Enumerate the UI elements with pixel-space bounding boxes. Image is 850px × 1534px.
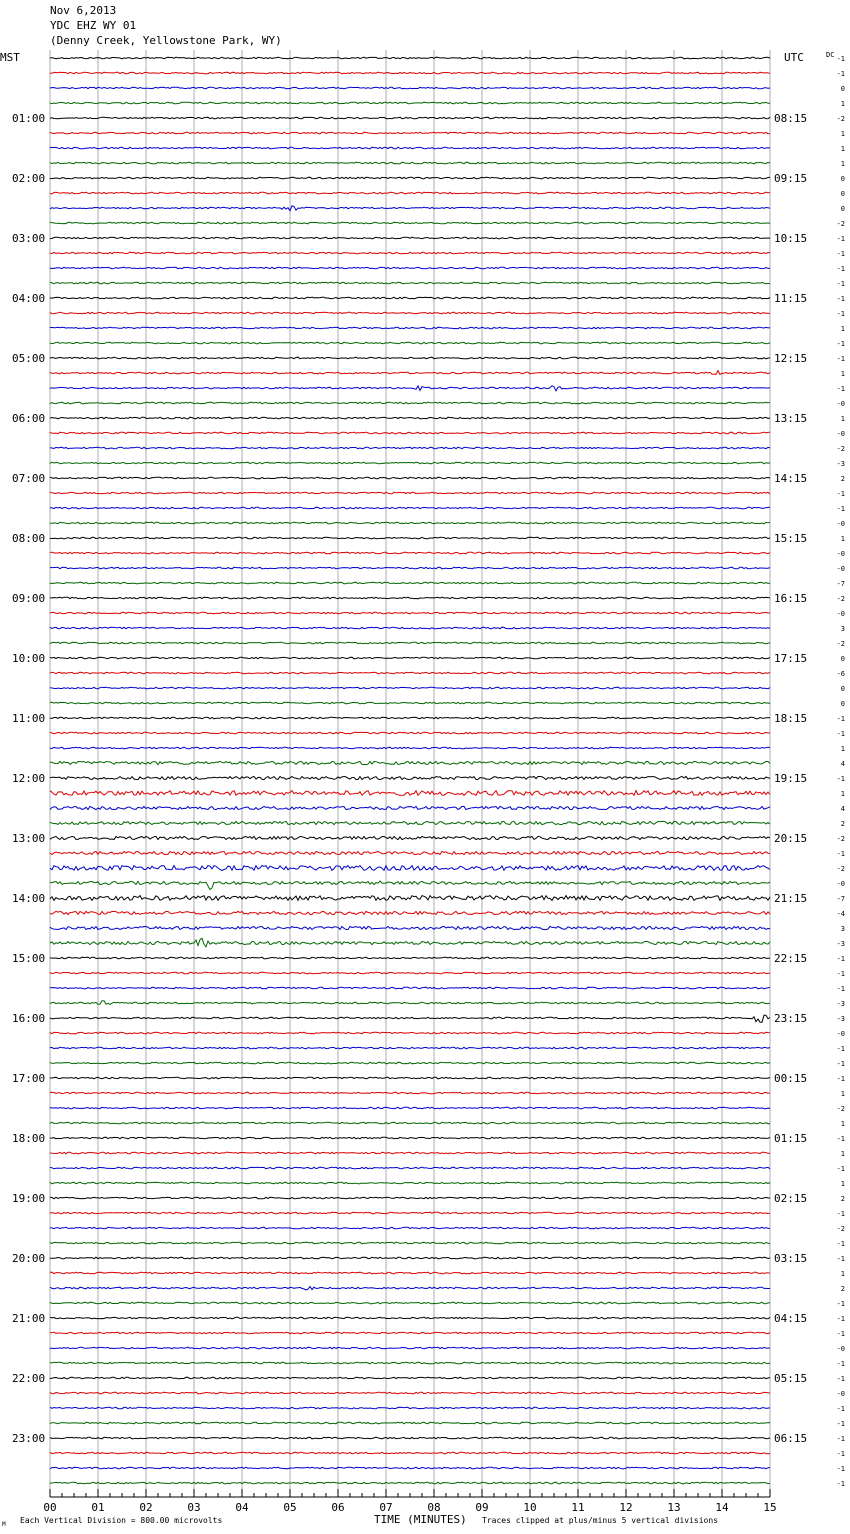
trace-row	[50, 206, 770, 211]
dc-offset-label: -2	[836, 1225, 845, 1233]
mst-hour-label: 03:00	[12, 232, 46, 245]
x-tick-label: 09	[475, 1501, 489, 1514]
dc-offset-label: -0	[836, 1390, 845, 1398]
mst-hour-label: 20:00	[12, 1252, 46, 1265]
trace-row	[50, 132, 770, 134]
trace-row	[50, 642, 770, 644]
trace-row	[50, 447, 770, 449]
trace-row	[50, 1317, 770, 1319]
dc-offset-label: 1	[840, 100, 845, 108]
dc-offset-label: -1	[836, 1060, 845, 1068]
utc-hour-label: 11:15	[774, 292, 808, 305]
trace-row	[50, 806, 770, 809]
trace-row	[50, 507, 770, 509]
dc-offset-label: -1	[836, 1360, 845, 1368]
trace-row	[50, 1062, 770, 1064]
mst-hour-label: 14:00	[12, 892, 46, 905]
dc-offset-label: -1	[836, 1405, 845, 1413]
dc-offset-label: -4	[836, 910, 845, 918]
mst-hour-label: 23:00	[12, 1432, 46, 1445]
trace-row	[50, 761, 770, 764]
station-location: (Denny Creek, Yellowstone Park, WY)	[50, 34, 282, 47]
utc-hour-label: 02:15	[774, 1192, 808, 1205]
trace-row	[50, 987, 770, 989]
trace-row	[50, 657, 770, 659]
dc-offset-label: -1	[836, 1480, 845, 1488]
trace-row	[50, 1092, 770, 1094]
trace-row	[50, 432, 770, 434]
dc-offset-label: 1	[840, 370, 845, 378]
trace-row	[50, 747, 770, 749]
mst-hour-label: 15:00	[12, 952, 46, 965]
trace-row	[50, 1482, 770, 1484]
dc-offset-label: 4	[840, 760, 845, 768]
utc-hour-label: 18:15	[774, 712, 808, 725]
station-code: YDC EHZ WY 01	[50, 19, 137, 32]
trace-row	[50, 582, 770, 584]
dc-offset-label: -1	[836, 235, 845, 243]
trace-row	[50, 222, 770, 224]
dc-offset-label: -1	[836, 250, 845, 258]
dc-offset-label: -1	[836, 340, 845, 348]
dc-offset-label: 1	[840, 160, 845, 168]
dc-offset-label: -1	[836, 1420, 845, 1428]
utc-hour-label: 05:15	[774, 1372, 808, 1385]
trace-row	[50, 672, 770, 674]
trace-row	[50, 402, 770, 404]
trace-row	[50, 1077, 770, 1079]
right-timezone-label: UTC	[784, 51, 804, 64]
utc-hour-label: 04:15	[774, 1312, 808, 1325]
dc-offset-label: 0	[840, 205, 845, 213]
dc-offset-label: 1	[840, 535, 845, 543]
trace-row	[50, 957, 770, 959]
mst-hour-label: 13:00	[12, 832, 46, 845]
dc-column-label: DC	[826, 51, 835, 59]
trace-row	[50, 1001, 770, 1005]
utc-hour-label: 08:15	[774, 112, 808, 125]
x-tick-label: 03	[187, 1501, 201, 1514]
dc-offset-label: -1	[836, 970, 845, 978]
x-tick-label: 14	[715, 1501, 729, 1514]
dc-offset-label: -3	[836, 460, 845, 468]
trace-row	[50, 327, 770, 329]
dc-offset-label: 1	[840, 415, 845, 423]
trace-row	[50, 357, 770, 359]
trace-row	[50, 1257, 770, 1259]
dc-offset-label: -1	[836, 1375, 845, 1383]
dc-offset-label: 1	[840, 745, 845, 753]
utc-hour-label: 21:15	[774, 892, 808, 905]
x-tick-label: 10	[523, 1501, 537, 1514]
dc-offset-label: -1	[836, 1315, 845, 1323]
trace-row	[50, 147, 770, 149]
dc-offset-label: -1	[836, 850, 845, 858]
dc-offset-label: -1	[836, 1045, 845, 1053]
trace-row	[50, 1272, 770, 1274]
dc-offset-label: 2	[840, 1195, 845, 1203]
dc-offset-label: 2	[840, 475, 845, 483]
trace-row	[50, 1242, 770, 1244]
utc-hour-label: 14:15	[774, 472, 808, 485]
scale-note: Each Vertical Division = 800.00 microvolts	[20, 1516, 223, 1525]
trace-row	[50, 1032, 770, 1034]
utc-hour-label: 15:15	[774, 532, 808, 545]
trace-row	[50, 1377, 770, 1379]
dc-offset-label: -2	[836, 115, 845, 123]
trace-row	[50, 851, 770, 854]
dc-offset-label: 1	[840, 145, 845, 153]
dc-offset-label: -7	[836, 580, 845, 588]
trace-row	[50, 1362, 770, 1364]
trace-row	[50, 267, 770, 269]
trace-row	[50, 687, 770, 689]
utc-hour-label: 20:15	[774, 832, 808, 845]
utc-hour-label: 09:15	[774, 172, 808, 185]
dc-offset-label: 0	[840, 655, 845, 663]
dc-offset-label: -6	[836, 670, 845, 678]
mst-hour-label: 08:00	[12, 532, 46, 545]
dc-offset-label: -1	[836, 1435, 845, 1443]
dc-offset-label: -1	[836, 490, 845, 498]
mst-hour-label: 16:00	[12, 1012, 46, 1025]
dc-offset-label: -1	[836, 505, 845, 513]
dc-offset-label: -1	[836, 70, 845, 78]
seismic-traces	[50, 57, 770, 1484]
utc-hour-label: 17:15	[774, 652, 808, 665]
corner-mark: M	[2, 1521, 6, 1528]
trace-row	[50, 1182, 770, 1184]
trace-row	[50, 117, 770, 119]
dc-offset-label: -0	[836, 565, 845, 573]
mst-hour-label: 07:00	[12, 472, 46, 485]
trace-row	[50, 1227, 770, 1229]
x-tick-label: 04	[235, 1501, 249, 1514]
dc-offset-label: 1	[840, 1180, 845, 1188]
trace-row	[50, 612, 770, 614]
mst-hour-label: 04:00	[12, 292, 46, 305]
trace-row	[50, 791, 770, 796]
dc-offset-label: -1	[836, 1165, 845, 1173]
dc-offset-labels	[837, 55, 845, 1488]
dc-offset-label: 1	[840, 1270, 845, 1278]
dc-offset-label: 3	[840, 925, 845, 933]
x-tick-label: 13	[667, 1501, 681, 1514]
trace-row	[50, 522, 770, 524]
trace-row	[50, 477, 770, 479]
x-tick-label: 08	[427, 1501, 441, 1514]
dc-offset-label: -1	[836, 1255, 845, 1263]
x-tick-label: 01	[91, 1501, 105, 1514]
trace-row	[50, 57, 770, 59]
trace-row	[50, 597, 770, 599]
x-axis	[43, 1489, 776, 1514]
trace-row	[50, 702, 770, 704]
trace-row	[50, 492, 770, 494]
dc-offset-label: -2	[836, 865, 845, 873]
dc-offset-label: -0	[836, 400, 845, 408]
dc-offset-label: -1	[836, 955, 845, 963]
trace-row	[50, 1197, 770, 1199]
dc-offset-label: -3	[836, 1000, 845, 1008]
utc-hour-labels	[774, 112, 807, 1445]
x-tick-label: 11	[571, 1501, 585, 1514]
mst-hour-label: 10:00	[12, 652, 46, 665]
trace-row	[50, 1467, 770, 1469]
utc-hour-label: 06:15	[774, 1432, 808, 1445]
dc-offset-label: -0	[836, 550, 845, 558]
trace-row	[50, 1422, 770, 1424]
utc-hour-label: 16:15	[774, 592, 808, 605]
trace-row	[50, 87, 770, 89]
dc-offset-label: -0	[836, 520, 845, 528]
dc-offset-label: -1	[836, 1075, 845, 1083]
trace-row	[50, 1302, 770, 1304]
dc-offset-label: 1	[840, 1150, 845, 1158]
utc-hour-label: 19:15	[774, 772, 808, 785]
dc-offset-label: -1	[836, 385, 845, 393]
dc-offset-label: 1	[840, 1090, 845, 1098]
mst-hour-label: 18:00	[12, 1132, 46, 1145]
trace-row	[50, 1137, 770, 1139]
dc-offset-label: -2	[836, 595, 845, 603]
trace-row	[50, 732, 770, 734]
trace-row	[50, 836, 770, 839]
trace-row	[50, 1167, 770, 1169]
dc-offset-label: -2	[836, 835, 845, 843]
dc-offset-label: -0	[836, 1030, 845, 1038]
dc-offset-label: -0	[836, 610, 845, 618]
trace-row	[50, 1212, 770, 1214]
trace-row	[50, 1047, 770, 1049]
trace-row	[50, 1122, 770, 1124]
trace-row	[50, 342, 770, 344]
dc-offset-label: -1	[836, 985, 845, 993]
dc-offset-label: -1	[836, 55, 845, 63]
dc-offset-label: -0	[836, 880, 845, 888]
trace-row	[50, 282, 770, 284]
dc-offset-label: 1	[840, 790, 845, 798]
dc-offset-label: 1	[840, 325, 845, 333]
x-tick-label: 00	[43, 1501, 57, 1514]
dc-offset-label: 0	[840, 685, 845, 693]
trace-row	[50, 102, 770, 104]
trace-row	[50, 911, 770, 914]
dc-offset-label: -1	[836, 1300, 845, 1308]
utc-hour-label: 01:15	[774, 1132, 808, 1145]
x-axis-title: TIME (MINUTES)	[374, 1513, 467, 1526]
dc-offset-label: 3	[840, 625, 845, 633]
trace-row	[50, 177, 770, 179]
trace-row	[50, 386, 770, 391]
utc-hour-label: 12:15	[774, 352, 808, 365]
trace-row	[50, 1287, 770, 1290]
dc-offset-label: 0	[840, 85, 845, 93]
dc-offset-label: -7	[836, 895, 845, 903]
trace-row	[50, 896, 770, 901]
dc-offset-label: -0	[836, 430, 845, 438]
mst-hour-label: 22:00	[12, 1372, 46, 1385]
x-tick-label: 07	[379, 1501, 393, 1514]
dc-offset-label: 2	[840, 1285, 845, 1293]
mst-hour-label: 09:00	[12, 592, 46, 605]
x-tick-label: 12	[619, 1501, 633, 1514]
trace-row	[50, 371, 770, 375]
trace-row	[50, 881, 770, 890]
utc-hour-label: 00:15	[774, 1072, 808, 1085]
mst-hour-labels	[12, 112, 45, 1445]
dc-offset-label: -1	[836, 355, 845, 363]
dc-offset-label: 2	[840, 820, 845, 828]
mst-hour-label: 05:00	[12, 352, 46, 365]
mst-hour-label: 21:00	[12, 1312, 46, 1325]
trace-row	[50, 252, 770, 254]
dc-offset-label: 1	[840, 130, 845, 138]
left-timezone-label: MST	[0, 51, 20, 64]
dc-offset-label: 0	[840, 190, 845, 198]
dc-offset-label: -1	[836, 1330, 845, 1338]
dc-offset-label: 0	[840, 175, 845, 183]
dc-offset-label: -1	[836, 1210, 845, 1218]
mst-hour-label: 19:00	[12, 1192, 46, 1205]
clip-note: Traces clipped at plus/minus 5 vertical divisions	[482, 1516, 719, 1525]
trace-row	[50, 297, 770, 299]
dc-offset-label: 1	[840, 1120, 845, 1128]
trace-row	[50, 627, 770, 629]
trace-row	[50, 162, 770, 164]
trace-row	[50, 72, 770, 74]
dc-offset-label: -3	[836, 940, 845, 948]
trace-row	[50, 972, 770, 974]
mst-hour-label: 06:00	[12, 412, 46, 425]
dc-offset-label: -1	[836, 310, 845, 318]
dc-offset-label: -2	[836, 640, 845, 648]
dc-offset-label: -1	[836, 1135, 845, 1143]
dc-offset-label: 4	[840, 805, 845, 813]
utc-hour-label: 03:15	[774, 1252, 808, 1265]
plot-date: Nov 6,2013	[50, 4, 117, 17]
trace-row	[50, 312, 770, 314]
trace-row	[50, 462, 770, 464]
x-tick-label: 05	[283, 1501, 297, 1514]
trace-row	[50, 537, 770, 539]
dc-offset-label: -1	[836, 1450, 845, 1458]
mst-hour-label: 12:00	[12, 772, 46, 785]
trace-row	[50, 717, 770, 719]
x-tick-label: 02	[139, 1501, 153, 1514]
dc-offset-label: -1	[836, 295, 845, 303]
mst-hour-label: 17:00	[12, 1072, 46, 1085]
dc-offset-label: -2	[836, 1105, 845, 1113]
dc-offset-label: -1	[836, 1240, 845, 1248]
trace-row	[50, 1152, 770, 1154]
trace-row	[50, 926, 770, 929]
dc-offset-label: -1	[836, 280, 845, 288]
mst-hour-label: 02:00	[12, 172, 46, 185]
trace-row	[50, 1407, 770, 1409]
dc-offset-label: -1	[836, 715, 845, 723]
utc-hour-label: 10:15	[774, 232, 808, 245]
trace-row	[50, 821, 770, 824]
utc-hour-label: 13:15	[774, 412, 808, 425]
trace-row	[50, 552, 770, 554]
trace-row	[50, 1015, 770, 1022]
dc-offset-label: -2	[836, 445, 845, 453]
trace-row	[50, 776, 770, 779]
dc-offset-label: 0	[840, 700, 845, 708]
trace-row	[50, 192, 770, 194]
trace-row	[50, 567, 770, 569]
trace-row	[50, 1392, 770, 1394]
dc-offset-label: -1	[836, 730, 845, 738]
dc-offset-label: -1	[836, 775, 845, 783]
x-tick-label: 06	[331, 1501, 345, 1514]
mst-hour-label: 01:00	[12, 112, 46, 125]
dc-offset-label: -1	[836, 265, 845, 273]
utc-hour-label: 22:15	[774, 952, 808, 965]
trace-row	[50, 417, 770, 419]
trace-row	[50, 1332, 770, 1334]
trace-row	[50, 237, 770, 239]
dc-offset-label: -2	[836, 220, 845, 228]
dc-offset-label: -3	[836, 1015, 845, 1023]
trace-row	[50, 1107, 770, 1109]
dc-offset-label: -0	[836, 1345, 845, 1353]
mst-hour-label: 11:00	[12, 712, 46, 725]
utc-hour-label: 23:15	[774, 1012, 808, 1025]
trace-row	[50, 1347, 770, 1349]
dc-offset-label: -1	[836, 1465, 845, 1473]
trace-row	[50, 1437, 770, 1439]
x-tick-label: 15	[763, 1501, 777, 1514]
trace-row	[50, 1452, 770, 1454]
trace-row	[50, 866, 770, 871]
trace-row	[50, 938, 770, 947]
